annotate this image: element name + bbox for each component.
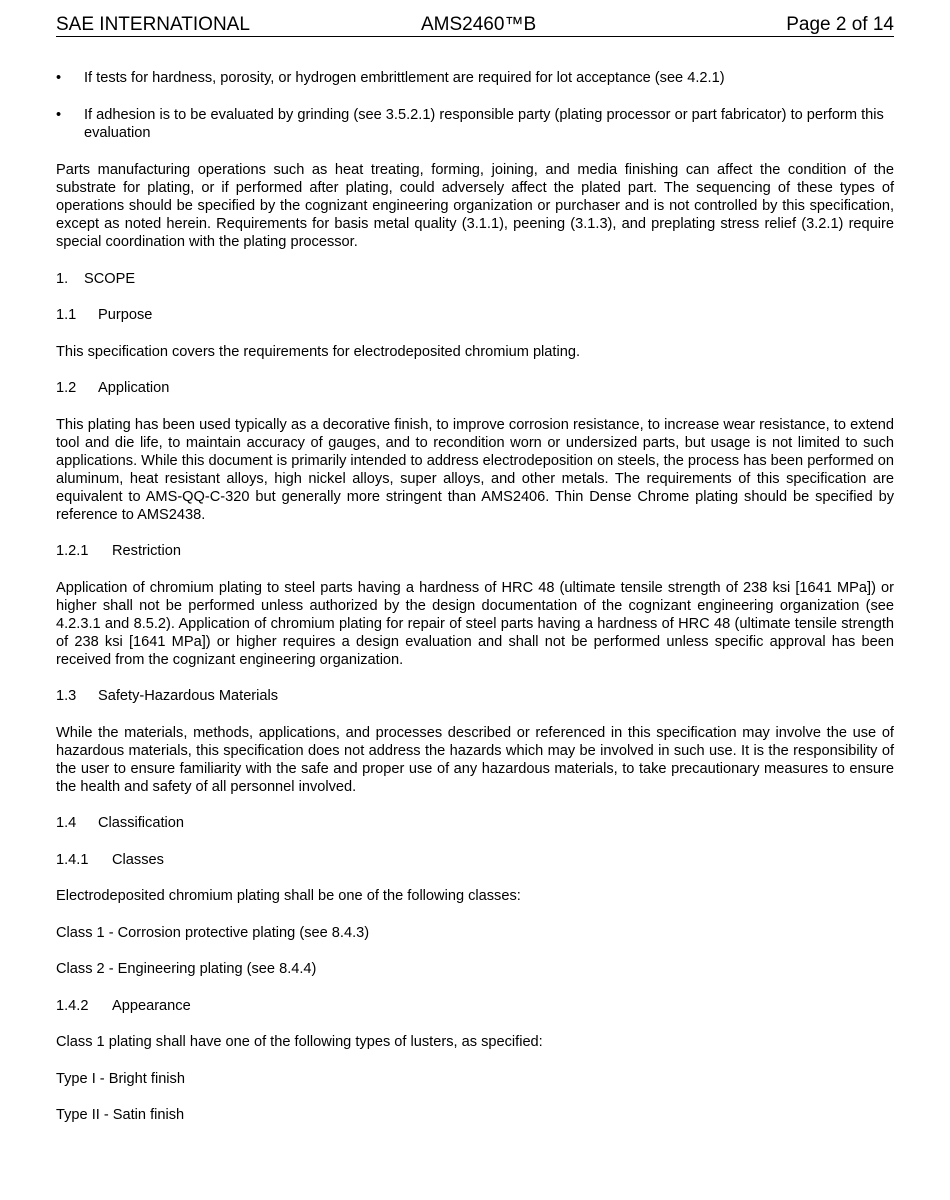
safety-paragraph: While the materials, methods, applications, and processes described or referenced in this specification may involve the use of hazardous materials, this specification does not address the hazards which may be involved in such use. It is the responsibility of the user to ensure familiarity with the safe and proper use of any hazardous materials, to take precautionary measures to ensure the health and safety of all personnel involved. (56, 724, 894, 795)
appearance-paragraph: Class 1 plating shall have one of the following types of lusters, as specified: (56, 1034, 543, 1050)
section-title: Purpose (98, 307, 153, 323)
section-heading-1-4-2 (56, 997, 894, 1015)
bullet-icon: • (56, 70, 62, 86)
section-title: Classes (112, 851, 164, 868)
section-heading-1-4-1 (56, 851, 894, 869)
section-heading-1-3 (56, 687, 894, 705)
bullet-text: If adhesion is to be evaluated by grinding (see 3.5.2.1) responsible party (plating processor or part fabricator) to perform this evaluation (84, 107, 884, 141)
class-item: Class 2 - Engineering plating (see 8.4.4) (56, 961, 317, 977)
section-heading-1 (56, 270, 894, 288)
section-title: Restriction (112, 543, 181, 559)
section-heading-1-1 (56, 306, 894, 324)
section-heading-1-2 (56, 379, 894, 397)
section-number: 1.2 (56, 380, 77, 396)
section-heading-1-2-1 (56, 542, 894, 560)
section-number: 1. (56, 270, 69, 287)
section-title: Appearance (112, 997, 191, 1014)
type-item: Type II - Satin finish (56, 1107, 185, 1123)
section-heading-1-4 (56, 814, 894, 832)
section-number: 1.1 (56, 307, 77, 323)
page-header (56, 14, 894, 37)
section-number: 1.4 (56, 815, 77, 831)
bullet-text: If tests for hardness, porosity, or hydrogen embrittlement are required for lot acceptance (see 4.2.1) (84, 70, 725, 86)
restriction-paragraph: Application of chromium plating to steel parts having a hardness of HRC 48 (ultimate tensile strength of 238 ksi [1641 MPa]) or higher shall not be performed unless authorized by the design documentation of the cognizant engineering organization (see 4.2.3.1 and 8.5.2). Application of chromium plating for repair of steel parts having a hardness of HRC 48 (ultimate tensile strength of 238 ksi [1641 MPa]) or higher requires a design evaluation and shall not be performed unless specific approval has been received from the cognizant engineering organization. (56, 579, 894, 668)
section-title: Application (98, 380, 170, 396)
type-item: Type I - Bright finish (56, 1070, 185, 1087)
bullet-icon: • (56, 107, 62, 123)
section-number: 1.3 (56, 688, 77, 704)
section-title: SCOPE (84, 270, 136, 287)
section-number: 1.4.1 (56, 851, 89, 868)
document-body (56, 69, 894, 1143)
classes-paragraph: Electrodeposited chromium plating shall be one of the following classes: (56, 888, 521, 904)
header-org: SAE INTERNATIONAL (56, 14, 250, 35)
application-paragraph: This plating has been used typically as a decorative finish, to improve corrosion resistance, to increase wear resistance, to extend tool and die life, to maintain accuracy of gauges, and to recondition worn or undersized parts, but usage is not limited to such applications. While this document is primarily intended to address electrodeposition on steels, the process has been performed on aluminum, heat resistant alloys, high nickel alloys, super alloys, and other metals. The requirements of this specification are equivalent to AMS-QQ-C-320 but generally more stringent than AMS2406. Thin Dense Chrome plating should be specified by reference to AMS2438. (56, 416, 894, 523)
header-doc-id: AMS2460™B (421, 14, 537, 35)
bullet-item (56, 106, 894, 142)
section-title: Classification (98, 815, 184, 831)
section-number: 1.2.1 (56, 543, 89, 559)
header-page-number: Page 2 of 14 (786, 14, 894, 35)
bullet-item (56, 69, 894, 87)
intro-paragraph: Parts manufacturing operations such as heat treating, forming, joining, and media finishing can affect the condition of the substrate for plating, or if performed after plating, could adversely affect the plated part. The sequencing of these types of operations should be specified by the cognizant engineering organization or purchaser and is not controlled by this specification, except as noted herein. Requirements for basis metal quality (3.1.1), peening (3.1.3), and preplating stress relief (3.2.1) require special coordination with the plating processor. (56, 162, 894, 250)
section-number: 1.4.2 (56, 997, 89, 1014)
purpose-paragraph: This specification covers the requirements for electrodeposited chromium plating. (56, 343, 580, 360)
class-item: Class 1 - Corrosion protective plating (see 8.4.3) (56, 924, 370, 941)
section-title: Safety-Hazardous Materials (98, 688, 279, 704)
